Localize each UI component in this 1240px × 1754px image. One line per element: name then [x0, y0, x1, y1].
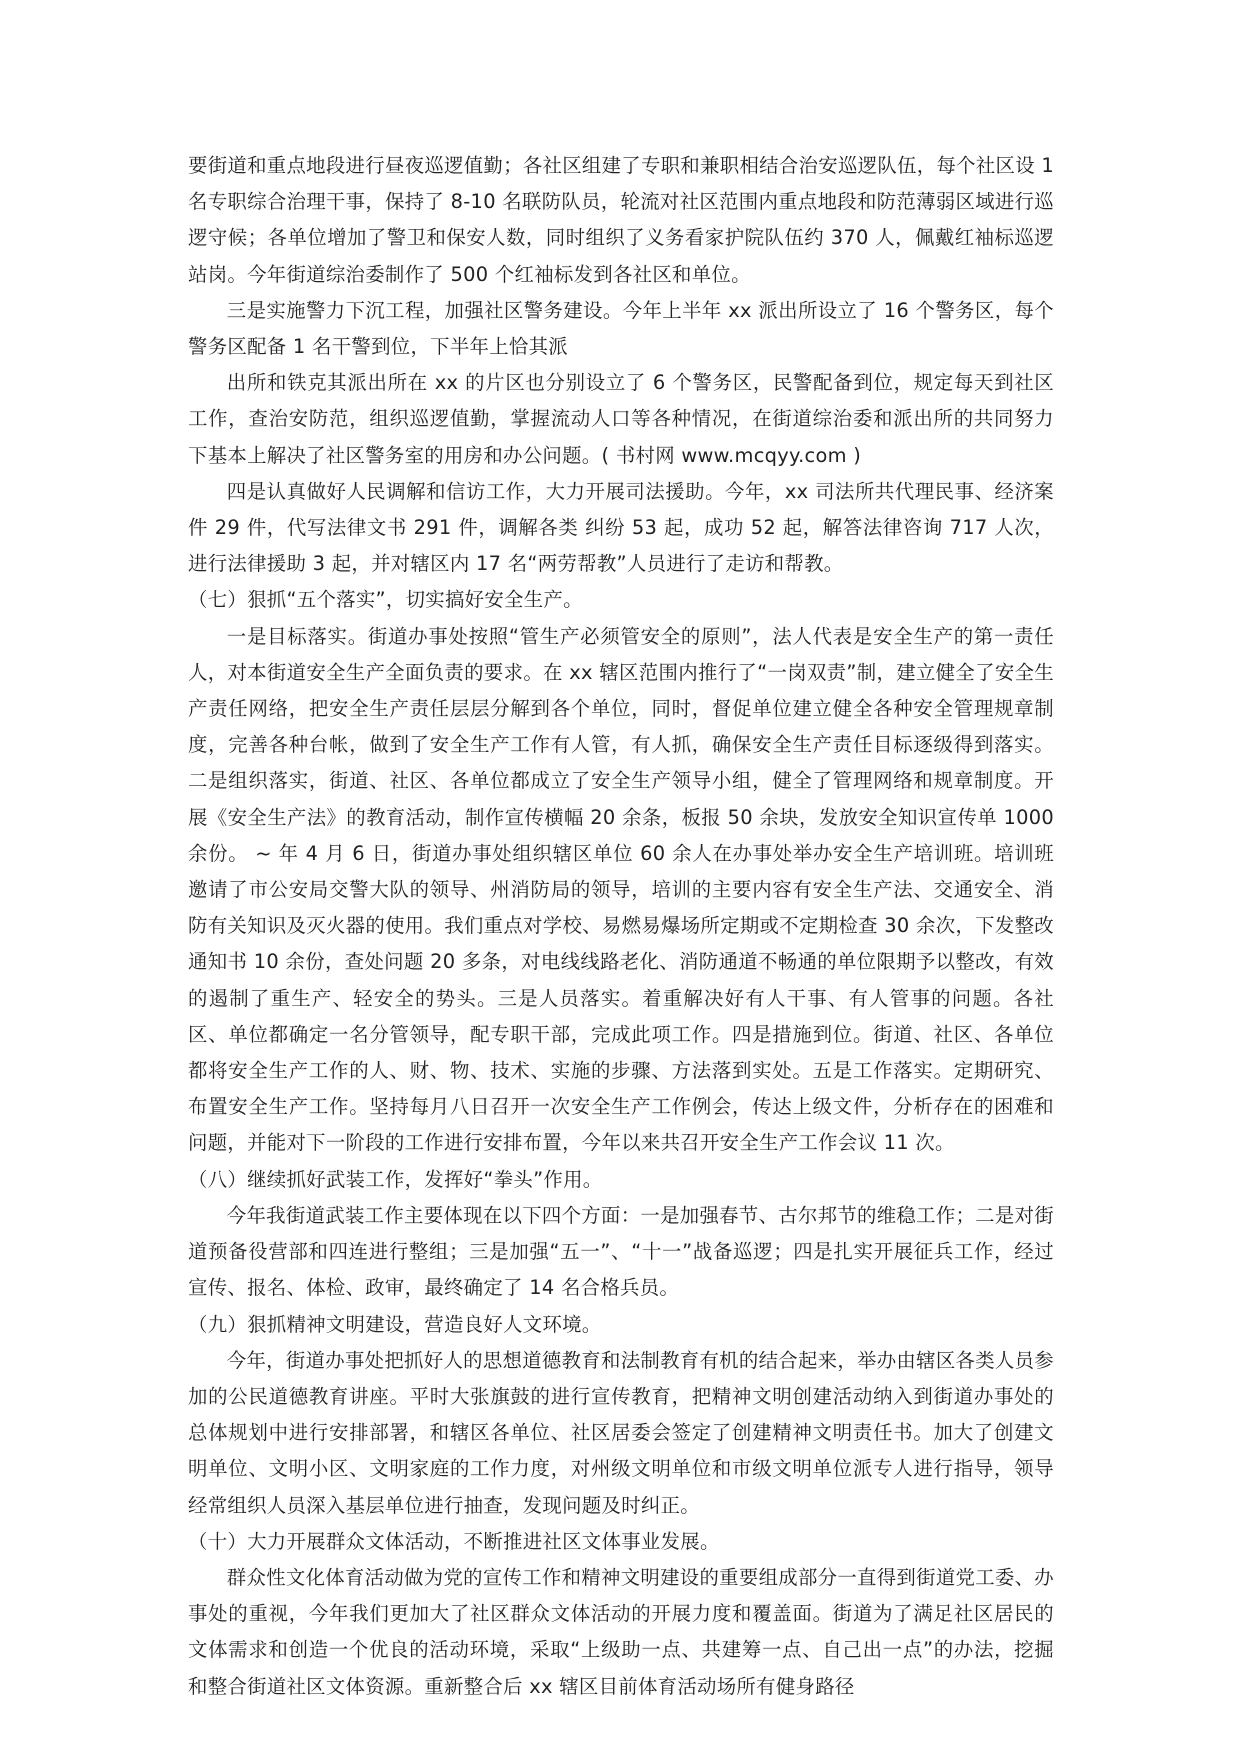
- section-heading-9: （九）狠抓精神文明建设，营造良好人文环境。: [188, 1312, 602, 1336]
- paragraph-patrol-teams: 要街道和重点地段进行昼夜巡逻值勤；各社区组建了专职和兼职相结合治安巡逻队伍，每个社区设 1 名专职综合治理干事，保持了 8-10 名联防队员，轮流对社区范围内重点地段和防范薄弱区域进行巡逻守候；各单位增加了警卫和保安人数，同时组织了义务看家护院队伍约 370 人，佩戴红袖标巡逻站岗。今年街道综治委制作了 500 个红袖标发到各社区和单位。: [188, 154, 1054, 286]
- paragraph-safety-production: 一是目标落实。街道办事处按照“管生产必须管安全的原则”，法人代表是安全生产的第一责任人，对本街道安全生产全面负责的要求。在 xx 辖区范围内推行了“一岗双责”制，建立健全了安全生产责任网络，把安全生产责任层层分解到各个单位，同时，督促单位建立健全各种安全管理规章制度，完善各种台帐，做到了安全生产工作有人管，有人抓，确保安全生产责任目标逐级得到落实。二是组织落实，街道、社区、各单位都成立了安全生产领导小组，健全了管理网络和规章制度。开展《安全生产法》的教育活动，制作宣传横幅 20 余条，板报 50 余块，发放安全知识宣传单 1000 余份。 ~ 年 4 月 6 日，街道办事处组织辖区单位 60 余人在办事处举办安全生产培训班。培训班邀请了市公安局交警大队的领导、州消防局的领导，培训的主要内容有安全生产法、交通安全、消防有关知识及灭火器的使用。我们重点对学校、易燃易爆场所定期或不定期检查 30 余次，下发整改通知书 10 余份，查处问题 20 多条，对电线线路老化、消防通道不畅通的单位限期予以整改，有效的遏制了重生产、轻安全的势头。三是人员落实。着重解决好有人干事、有人管事的问题。各社区、单位都确定一名分管领导，配专职干部，完成此项工作。四是措施到位。街道、社区、各单位都将安全生产工作的人、财、物、技术、实施的步骤、方法落到实处。五是工作落实。定期研究、布置安全生产工作。坚持每月八日召开一次安全生产工作例会，传达上级文件，分析存在的困难和问题，并能对下一阶段的工作进行安排布置，今年以来共召开安全生产工作会议 11 次。: [188, 624, 1054, 1155]
- paragraph-cultural-sports: 群众性文化体育活动做为党的宣传工作和精神文明建设的重要组成部分一直得到街道党工委、办事处的重视，今年我们更加大了社区群众文体活动的开展力度和覆盖面。街道为了满足社区居民的文体需求和创造一个优良的活动环境，采取“上级助一点、共建筹一点、自己出一点”的办法，挖掘和整合街道社区文体资源。重新整合后 xx 辖区目前体育活动场所有健身路径: [188, 1565, 1054, 1698]
- section-heading-10: （十）大力开展群众文体活动，不断推进社区文体事业发展。: [188, 1529, 720, 1553]
- document-body: [188, 148, 1054, 1705]
- paragraph-armed-forces: 今年我街道武装工作主要体现在以下四个方面：一是加强春节、古尔邦节的维稳工作；二是对街道预备役营部和四连进行整组；三是加强“五一”、“十一”战备巡逻；四是扎实开展征兵工作，经过宣传、报名、体检、政审，最终确定了 14 名合格兵员。: [188, 1203, 1054, 1300]
- paragraph-spiritual-civilization: 今年，街道办事处把抓好人的思想道德教育和法制教育有机的结合起来，举办由辖区各类人员参加的公民道德教育讲座。平时大张旗鼓的进行宣传教育，把精神文明创建活动纳入到街道办事处的总体规划中进行安排部署，和辖区各单位、社区居委会签定了创建精神文明责任书。加大了创建文明单位、文明小区、文明家庭的工作力度，对州级文明单位和市级文明单位派专人进行指导，领导经常组织人员深入基层单位进行抽查，发现问题及时纠正。: [188, 1348, 1054, 1517]
- paragraph-police-sinking: 三是实施警力下沉工程，加强社区警务建设。今年上半年 xx 派出所设立了 16 个警务区，每个警务区配备 1 名干警到位，下半年上恰其派: [188, 298, 1054, 359]
- paragraph-police-stations: 出所和铁克其派出所在 xx 的片区也分别设立了 6 个警务区，民警配备到位，规定每天到社区工作，查治安防范，组织巡逻值勤，掌握流动人口等各种情况，在街道综治委和派出所的共同努力下基本上解决了社区警务室的用房和办公问题。( 书村网 www.mcqyy.com ): [188, 371, 1054, 467]
- section-heading-7: （七）狠抓“五个落实”，切实搞好安全生产。: [188, 588, 583, 612]
- paragraph-mediation-legal-aid: 四是认真做好人民调解和信访工作，大力开展司法援助。今年，xx 司法所共代理民事、经济案件 29 件，代写法律文书 291 件，调解各类 纠纷 53 起，成功 52 起，解答法律咨询 717 人次，进行法律援助 3 起，并对辖区内 17 名“两劳帮教”人员进行了走访和帮教。: [188, 479, 1054, 576]
- section-heading-8: （八）继续抓好武装工作，发挥好“拳头”作用。: [188, 1167, 603, 1191]
